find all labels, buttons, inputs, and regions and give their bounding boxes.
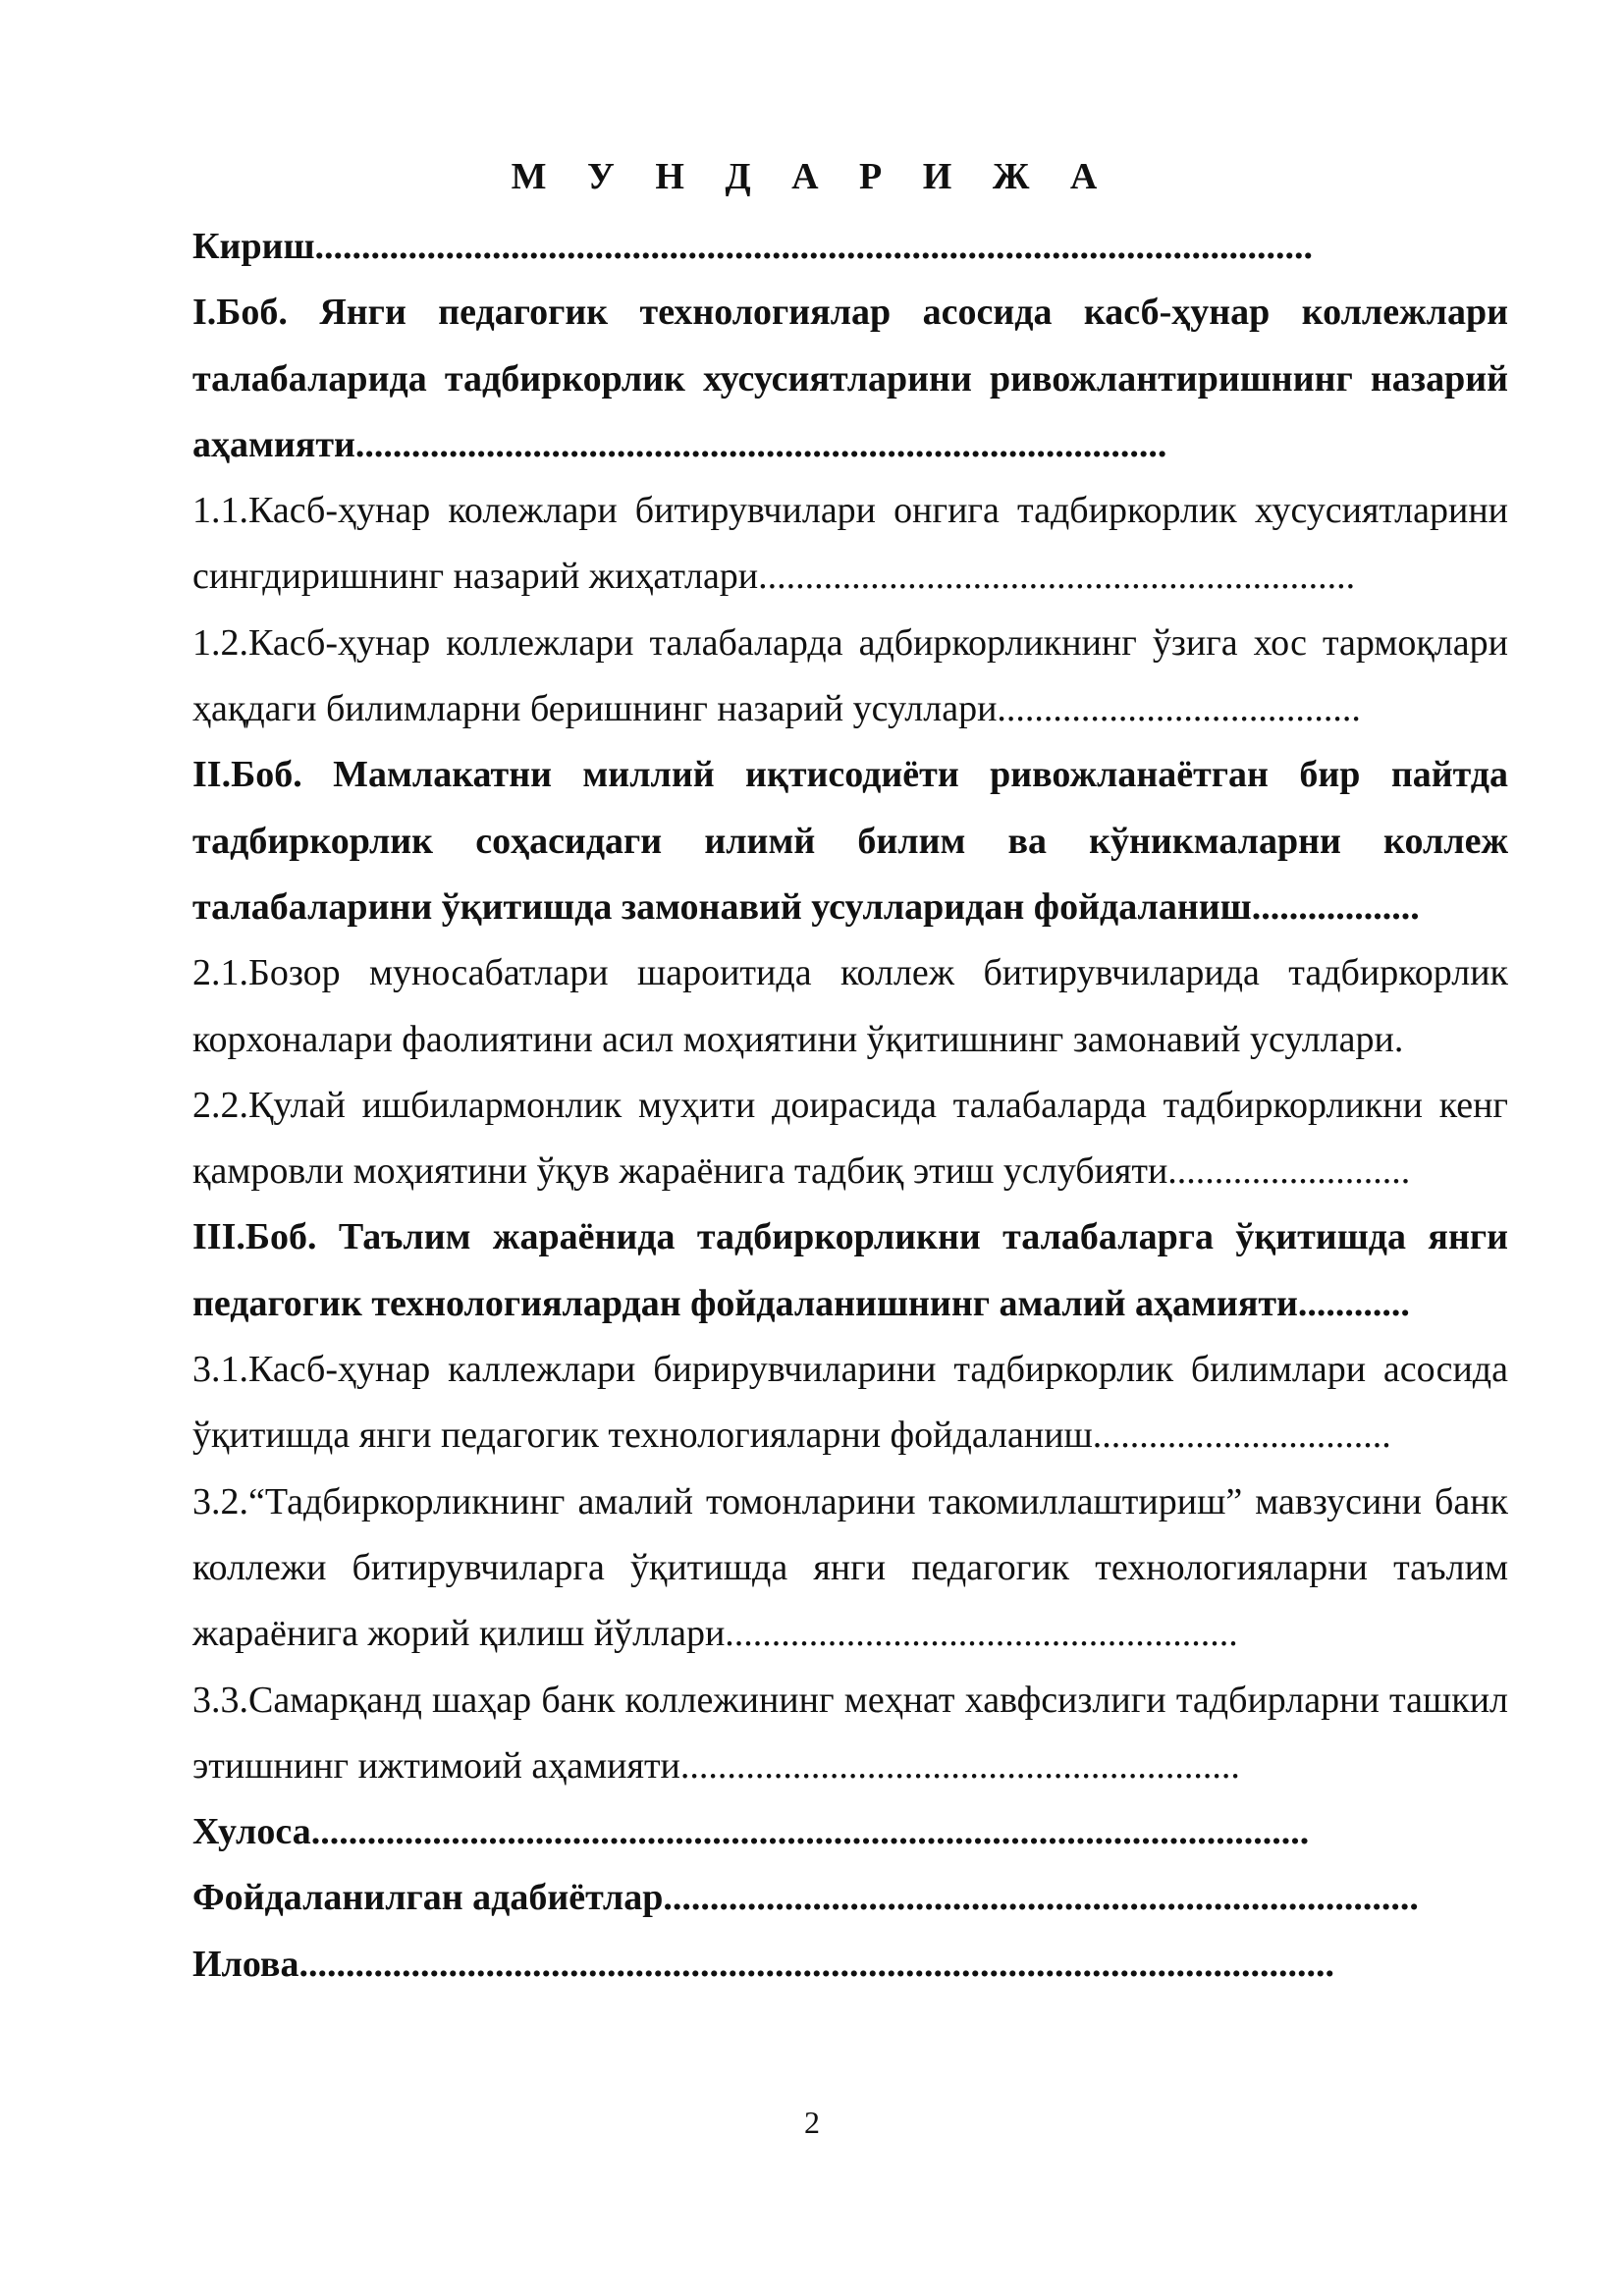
page-number: 2 (804, 2105, 820, 2140)
page-title: М У Н Д А Р И Ж А (511, 156, 1113, 197)
toc-entry-chapter-3: III.Боб. Таълим жараёнида тадбиркорликни талабаларга ўқитишда янги педагогик технологиялардан фойдаланишнинг амалий аҳамияти............ (192, 1216, 1508, 1324)
toc-entry-references: Фойдаланилган адабиётлар................................................................................. (192, 1877, 1419, 1919)
toc-entry-chapter-2: II.Боб. Мамлакатни миллий иқтисодиёти ривожланаётган бир пайтда тадбиркорлик соҳасидаги илимй билим ва кўникмаларни коллеж талабаларини ўқитишда замонавий усулларидан фойдаланиш.................. (192, 754, 1508, 928)
toc-entry-section-1-2: 1.2.Касб-ҳунар коллежлари талабаларда адбиркорликнинг ўзига хос тармоқлари ҳақдаги билимларни беришнинг назарий усуллари....................................... (192, 621, 1508, 730)
toc-entry-section-1-1: 1.1.Касб-ҳунар колежлари битирувчилари онгига тадбиркорлик хусусиятларини сингдиришнинг назарий жиҳатлари................................................................ (192, 490, 1508, 598)
toc-entry-chapter-1: I.Боб. Янги педагогик технологиялар асосида касб-ҳунар коллежлари талабаларида тадбиркорлик хусусиятларини ривожлантиришнинг назарий аҳамияти....................................................................................... (192, 292, 1508, 465)
toc-entry-conclusion: Хулоса........................................................................................................... (192, 1811, 1310, 1853)
toc-entry-section-2-2: 2.2.Қулай ишбилармонлик муҳити доирасида талабаларда тадбиркорликни кенг қамровли моҳиятини ўқув жараёнига тадбиқ этиш услубияти.......................... (192, 1084, 1508, 1193)
toc-entry-appendix: Илова............................................................................................................... (192, 1943, 1334, 1985)
toc-entry-section-3-2: 3.2.“Тадбиркорликнинг амалий томонларини такомиллаштириш” мавзусини банк коллежи битирувчиларга ўқитишда янги педагогик технологияларни таълим жараёнига жорий қилиш йўллари....................................................... (192, 1480, 1508, 1655)
table-of-contents (192, 214, 1508, 1998)
toc-entry-section-2-1: 2.1.Бозор муносабатлари шароитида коллеж битирувчиларида тадбиркорлик корхоналари фаолиятини асил моҳиятини ўқитишнинг замонавий усуллари. (192, 952, 1508, 1060)
toc-entry-introduction: Кириш........................................................................................................... (192, 226, 1314, 267)
toc-entry-section-3-1: 3.1.Касб-ҳунар каллежлари бирирувчиларини тадбиркорлик билимлари асосида ўқитишда янги педагогик технологияларни фойдаланиш................................ (192, 1349, 1508, 1457)
toc-entry-section-3-3: 3.3.Самарқанд шаҳар банк коллежининг меҳнат хавфсизлиги тадбирларни ташкил этишнинг ижтимоий аҳамияти............................................................ (192, 1679, 1508, 1787)
